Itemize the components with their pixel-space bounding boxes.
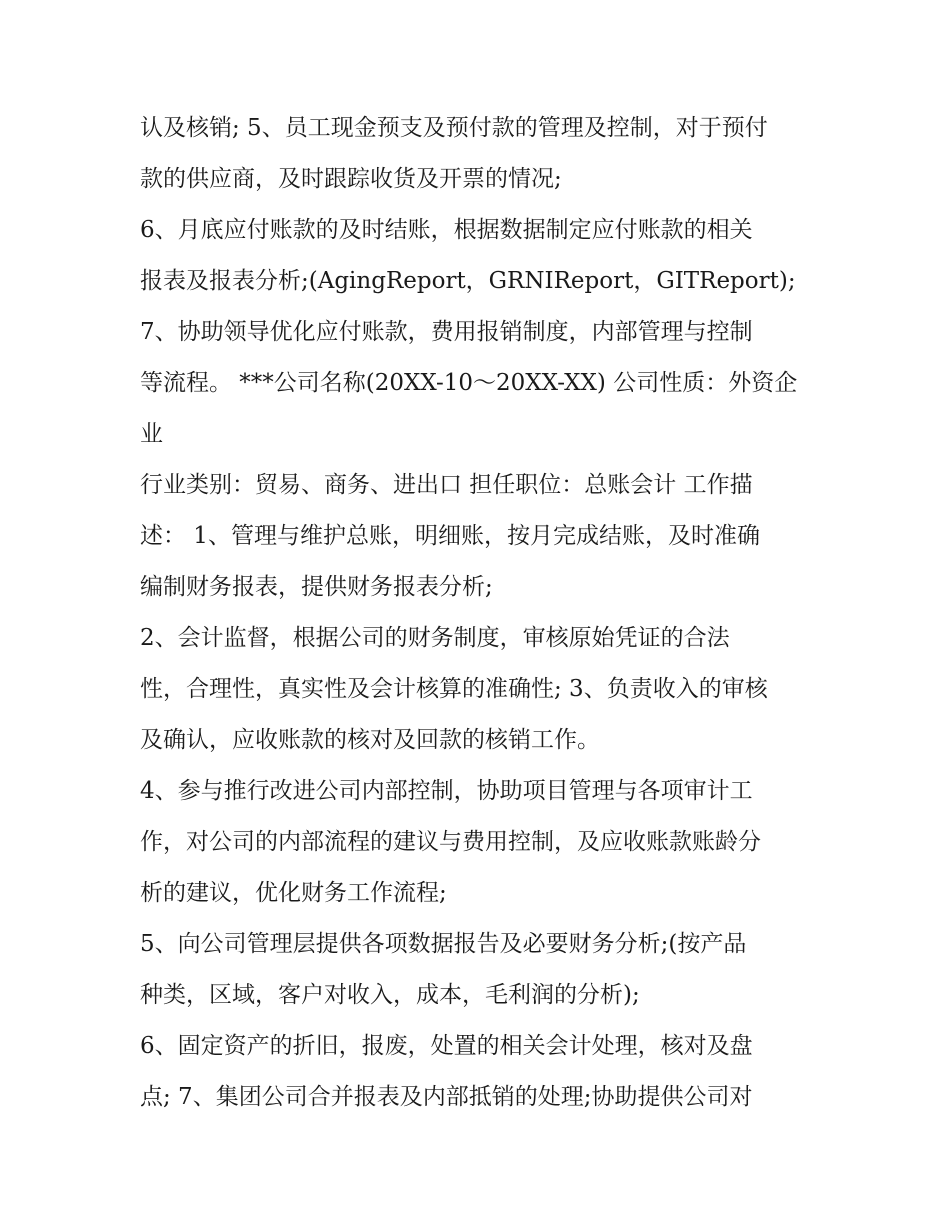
text-line: 等流程。 ***公司名称(20XX-10～20XX-XX) 公司性质：外资企 [140,370,798,396]
text-line: 6、月底应付账款的及时结账，根据数据制定应付账款的相关 [140,217,753,243]
text-line: 及确认，应收账款的核对及回款的核销工作。 [140,727,600,753]
text-line: 报表及报表分析;(AgingReport，GRNIReport，GITReport); [140,268,796,294]
text-line: 4、参与推行改进公司内部控制，协助项目管理与各项审计工 [140,778,753,804]
text-line: 认及核销; 5、员工现金预支及预付款的管理及控制，对于预付 [140,115,768,141]
text-line: 行业类别：贸易、商务、进出口 担任职位：总账会计 工作描 [140,472,753,498]
document-body [140,103,840,1123]
text-line: 种类，区域，客户对收入，成本，毛利润的分析); [140,982,640,1008]
text-line: 2、会计监督，根据公司的财务制度，审核原始凭证的合法 [140,625,730,651]
text-line: 性，合理性，真实性及会计核算的准确性; 3、负责收入的审核 [140,676,768,702]
text-line: 述： 1、管理与维护总账，明细账，按月完成结账，及时准确 [140,523,760,549]
text-line: 6、固定资产的折旧，报废，处置的相关会计处理，核对及盘 [140,1033,753,1059]
text-line: 析的建议，优化财务工作流程; [140,880,447,906]
text-line: 7、协助领导优化应付账款，费用报销制度，内部管理与控制 [140,319,753,345]
text-line: 5、向公司管理层提供各项数据报告及必要财务分析;(按产品 [140,931,747,957]
text-line: 款的供应商，及时跟踪收货及开票的情况; [140,166,562,192]
text-line: 编制财务报表，提供财务报表分析; [140,574,493,600]
text-line: 业 [140,421,163,447]
text-line: 点; 7、集团公司合并报表及内部抵销的处理;协助提供公司对 [140,1084,753,1110]
text-line: 作，对公司的内部流程的建议与费用控制，及应收账款账龄分 [140,829,761,855]
